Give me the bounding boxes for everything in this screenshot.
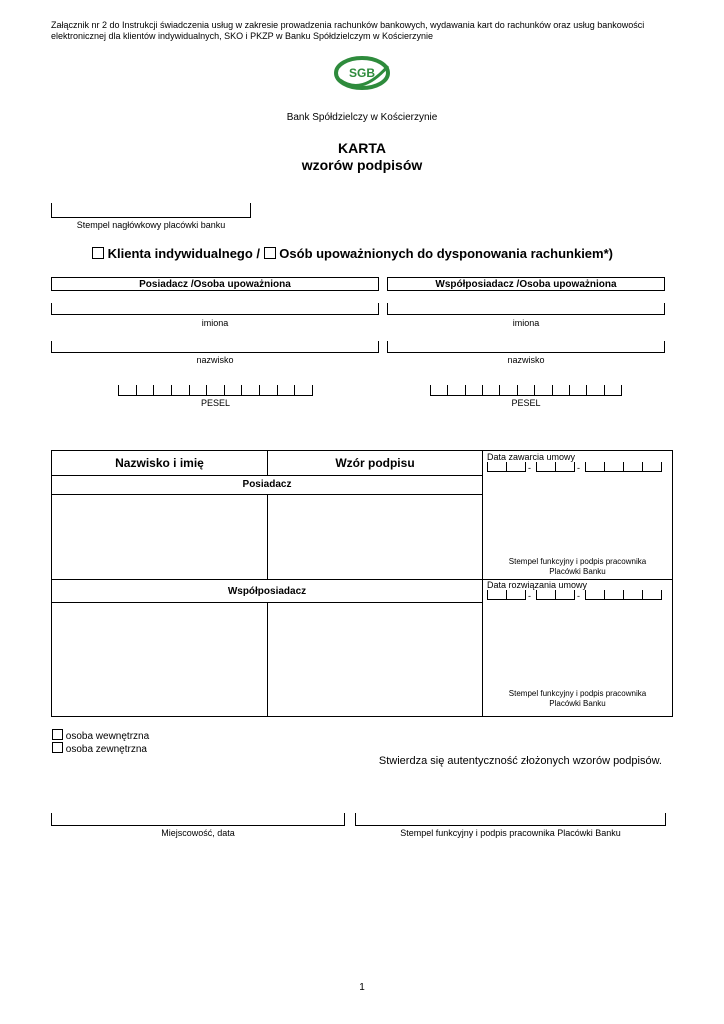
coowner-pesel-field[interactable]: [430, 386, 622, 396]
date-digit-tick: [525, 462, 526, 471]
date-separator: -: [528, 463, 531, 473]
owner-row-header: Posiadacz: [242, 479, 292, 490]
pesel-digit-tick: [552, 385, 553, 395]
attachment-note: Załącznik nr 2 do Instrukcji świadczenia usług w zakresie prowadzenia rachunków bankowych, wydawania kart do rachunków oraz usług bankowości elektronicznej dla klientów indywidualnych, SKO i PKZP w Banku Spółdzielczym w Kościerzynie: [51, 20, 645, 41]
date-digit-tick: [536, 590, 537, 599]
pesel-digit-tick: [534, 385, 535, 395]
column-signature-header: Wzór podpisu: [335, 456, 415, 470]
bank-name: Bank Spółdzielczy w Kościerzynie: [286, 112, 438, 123]
signature-table: [51, 450, 483, 717]
contract-start-date-field[interactable]: [487, 463, 663, 473]
page-number: 1: [359, 982, 365, 993]
pesel-digit-tick: [465, 385, 466, 395]
external-person-label: osoba zewnętrzna: [65, 744, 147, 755]
coowner-row-header: Współposiadacz: [227, 586, 307, 597]
contract-end-date-field[interactable]: [487, 591, 663, 601]
date-digit-tick: [555, 462, 556, 471]
date-separator: -: [528, 591, 531, 601]
end-stamp-caption-2: Placówki Banku: [549, 699, 606, 708]
coowner-first-names-field[interactable]: [387, 303, 665, 315]
coowner-surname-label: nazwisko: [507, 355, 545, 365]
date-digit-tick: [604, 462, 605, 471]
date-digit-tick: [604, 590, 605, 599]
date-digit-tick: [487, 590, 488, 599]
date-separator: -: [577, 463, 580, 473]
header-stamp-field[interactable]: [51, 203, 251, 218]
coowner-first-names-label: imiona: [512, 318, 540, 328]
date-digit-tick: [555, 590, 556, 599]
date-digit-tick: [585, 590, 586, 599]
coowner-name-cell[interactable]: [53, 603, 266, 715]
pesel-digit-tick: [189, 385, 190, 395]
pesel-digit-tick: [621, 385, 622, 395]
pesel-digit-tick: [499, 385, 500, 395]
authorized-persons-label: Osób upoważnionych do dysponowania rachunkiem*): [279, 246, 613, 261]
pesel-digit-tick: [136, 385, 137, 395]
external-person-checkbox[interactable]: [52, 742, 63, 753]
contract-dates-box: [482, 450, 673, 717]
owner-name-cell[interactable]: [53, 495, 266, 578]
pesel-digit-tick: [259, 385, 260, 395]
document-subtitle: wzorów podpisów: [301, 157, 423, 173]
bank-stamp-signature-label: Stempel funkcyjny i podpis pracownika Placówki Banku: [400, 828, 621, 838]
sgb-logo-text: SGB: [348, 66, 376, 80]
pesel-digit-tick: [153, 385, 154, 395]
coowner-surname-field[interactable]: [387, 341, 665, 353]
date-digit-tick: [661, 462, 662, 471]
header-stamp-label: Stempel nagłówkowy placówki banku: [76, 220, 226, 230]
pesel-digit-tick: [277, 385, 278, 395]
start-stamp-caption-2: Placówki Banku: [549, 567, 606, 576]
date-segment[interactable]: [585, 591, 662, 600]
start-stamp-caption-1: Stempel funkcyjny i podpis pracownika: [508, 557, 647, 566]
coowner-pesel-label: PESEL: [511, 398, 541, 408]
pesel-digit-tick: [447, 385, 448, 395]
place-date-label: Miejscowość, data: [161, 828, 235, 838]
pesel-digit-tick: [118, 385, 119, 395]
owner-pesel-field[interactable]: [118, 386, 313, 396]
date-digit-tick: [487, 462, 488, 471]
sgb-logo-icon: [330, 52, 394, 94]
column-name-header: Nazwisko i imię: [115, 456, 204, 470]
document-title: KARTA: [338, 140, 386, 156]
owner-pesel-label: PESEL: [200, 398, 231, 408]
date-digit-tick: [506, 462, 507, 471]
pesel-digit-tick: [241, 385, 242, 395]
pesel-digit-tick: [569, 385, 570, 395]
date-digit-tick: [585, 462, 586, 471]
authenticity-statement: Stwierdza się autentyczność złożonych wzorów podpisów.: [378, 755, 662, 767]
external-person-option: [52, 742, 147, 756]
internal-person-option: [52, 729, 149, 743]
date-digit-tick: [536, 462, 537, 471]
date-separator: -: [577, 591, 580, 601]
client-type-selector: [92, 245, 692, 262]
date-segment[interactable]: [487, 463, 526, 472]
pesel-digit-tick: [482, 385, 483, 395]
pesel-digit-tick: [206, 385, 207, 395]
date-digit-tick: [642, 590, 643, 599]
coowner-section-header: Współposiadacz /Osoba upoważniona: [387, 277, 665, 291]
individual-client-checkbox[interactable]: [92, 247, 104, 259]
owner-section-header: Posiadacz /Osoba upoważniona: [51, 277, 379, 291]
internal-person-label: osoba wewnętrzna: [65, 731, 150, 742]
date-digit-tick: [623, 462, 624, 471]
date-digit-tick: [574, 462, 575, 471]
date-digit-tick: [506, 590, 507, 599]
pesel-digit-tick: [294, 385, 295, 395]
owner-signature-cell[interactable]: [269, 495, 481, 578]
contract-start-label: Data zawarcia umowy: [487, 452, 576, 462]
internal-person-checkbox[interactable]: [52, 729, 63, 740]
authorized-persons-checkbox[interactable]: [264, 247, 276, 259]
owner-first-names-label: imiona: [201, 318, 229, 328]
bank-stamp-signature-field[interactable]: [355, 813, 666, 826]
pesel-digit-tick: [430, 385, 431, 395]
date-digit-tick: [623, 590, 624, 599]
pesel-digit-tick: [312, 385, 313, 395]
owner-surname-label: nazwisko: [196, 355, 234, 365]
date-digit-tick: [642, 462, 643, 471]
date-digit-tick: [574, 590, 575, 599]
date-digit-tick: [661, 590, 662, 599]
place-date-field[interactable]: [51, 813, 345, 826]
pesel-digit-tick: [586, 385, 587, 395]
individual-client-label: Klienta indywidualnego /: [107, 246, 261, 261]
pesel-digit-tick: [604, 385, 605, 395]
date-segment[interactable]: [536, 463, 575, 472]
date-segment[interactable]: [585, 463, 662, 472]
owner-first-names-field[interactable]: [51, 303, 379, 315]
end-stamp-caption-1: Stempel funkcyjny i podpis pracownika: [508, 689, 647, 698]
pesel-digit-tick: [517, 385, 518, 395]
date-segment[interactable]: [487, 591, 526, 600]
owner-surname-field[interactable]: [51, 341, 379, 353]
coowner-signature-cell[interactable]: [269, 603, 481, 715]
date-segment[interactable]: [536, 591, 575, 600]
pesel-digit-tick: [171, 385, 172, 395]
date-digit-tick: [525, 590, 526, 599]
pesel-digit-tick: [224, 385, 225, 395]
contract-end-label: Data rozwiązania umowy: [487, 580, 588, 590]
sgb-logo: [330, 52, 394, 94]
